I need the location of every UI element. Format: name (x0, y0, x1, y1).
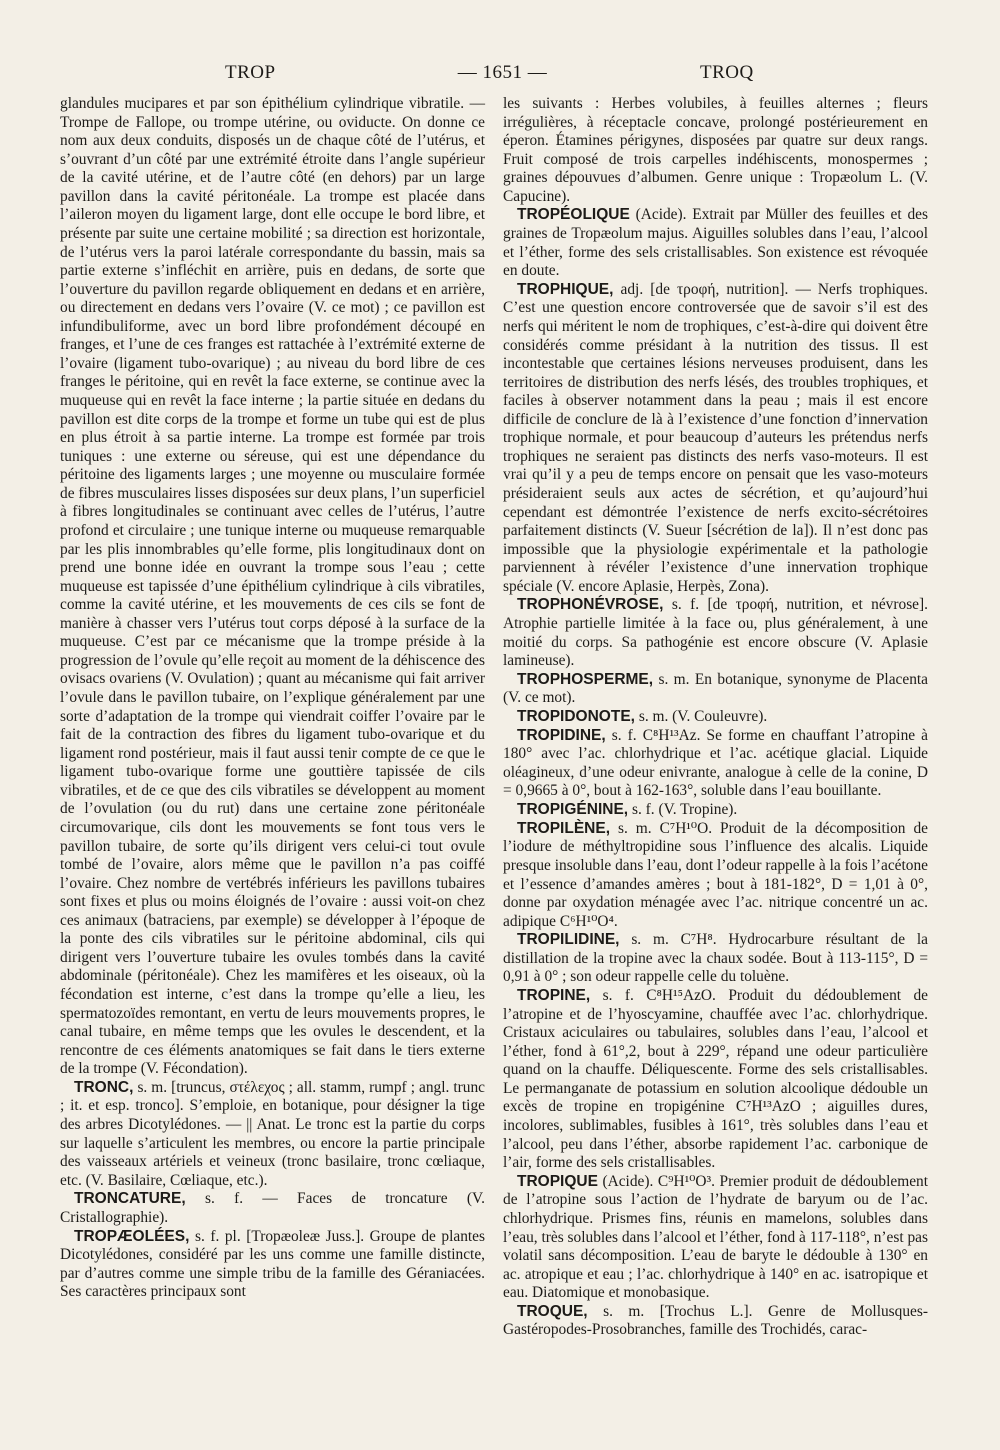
page-number: — 1651 — (457, 62, 548, 83)
entry-text: s. f. C⁸H¹⁵AzO. Produit du dédoublement de l’atropine et de l’hyoscyamine, chauffée avec l’ac. chlorhydrique. Cristaux aciculaires ou tabulaires, solubles dans l’eau, l’alcool et l’éther, fond à 61°,2, bout à 229°, répand une odeur particulière quand on la chauffe. Déliquescente. Forme des sels cristallisables. Le permanganate de potassium en solution alcoolique dédouble un excès de tropine en tropigénine C⁷H¹³AzO ; aiguilles dures, incolores, sublimables, fusibles à 161°, très solubles dans l’eau et l’alcool, peu dans l’éther, absorbe rapidement l’ac. carbonique de l’air, forme des sels cristallisables. (503, 986, 928, 1172)
entry-tropaeolees (60, 1228, 485, 1302)
headword: TRONC, (74, 1078, 134, 1096)
entry-tropique (503, 1173, 928, 1303)
entry-trophosperme (503, 671, 928, 708)
header-right-guide-word: TROQ (700, 62, 754, 83)
entry-text: (Acide). C⁹H¹⁰O³. Premier produit de dédoublement de l’atropine sous l’action de l’hydrate de baryum ou de l’ac. chlorhydrique. Prismes fins, réunis en mamelons, solubles dans l’eau, très solubles dans l’alcool et l’éther, fond à 117-118°, n’est pas volatil sans décomposition. L’eau de baryte le dédouble à 130° en ac. atropique et eau ; l’ac. chlorhydrique à 140° en ac. isatropique et eau. Diatomique et monobasique. (503, 1172, 928, 1302)
entry-text: s. f. — Faces de troncature (V. Cristallographie). (60, 1190, 485, 1226)
entry-text: s. m. (V. Couleuvre). (634, 708, 768, 725)
headword: TROPIDINE, (517, 726, 606, 744)
headword: TROPHIQUE, (517, 280, 614, 298)
entry-tropigenine (503, 801, 928, 820)
header-left-guide-word: TROP (225, 62, 276, 83)
entry-tronc (60, 1079, 485, 1190)
headword: TROPIGÉNINE, (517, 801, 629, 819)
entry-text: s. f. [de τροφή, nutrition, et névrose]. Atrophie partielle limitée à la face ou, plus généralement, à une moitié du corps. Sa pathogénie est encore obscure (V. Aplasie lamineuse). (503, 596, 928, 670)
headword: TROPIDONOTE, (517, 708, 635, 725)
left-column (60, 95, 485, 1302)
entry-tropidine (503, 727, 928, 801)
entry-text: glandules mucipares et par son épithélium cylindrique vibratile. — Trompe de Fallope, ou trompe utérine, ou oviducte. On donne ce nom aux deux conduits, disposés un de chaque côté de l’utérus, et s’ouvrant d’un côté par une extrémité étroite dans l’angle supérieur de la cavité utérine, et de l’autre côté (en dehors) par un large pavillon dans la cavité péritonéale. La trompe est placée dans l’aileron moyen du ligament large, dont elle occupe le bord libre, et présente par suite une certaine mobilité ; sa direction est horizontale, de l’utérus vers la paroi latérale correspondante du bassin, mais sa partie externe s’infléchit en arrière, puis en dedans, de sorte que l’ouverture du pavillon regarde obliquement en dedans et en arrière, ou directement en dedans vers l’ovaire (V. ce mot) ; ce pavillon est infundibuliforme, avec un bord libre profondément découpé en franges, et l’une de ces franges est rattachée à l’extrémité externe de l’ovaire (ligament tubo-ovarique) ; au niveau du bord libre de ces franges le péritoine, qui en revêt la face externe, se continue avec la muqueuse qui en revêt la face interne ; la partie située en dedans du pavillon est dite corps de la trompe et forme un tube qui est de plus en plus étroit à sa partie interne. La trompe est formée par trois tuniques : une externe ou séreuse, qui est une dépendance du péritoine des ligaments larges ; une moyenne ou musculaire formée de fibres musculaires lisses disposées sur deux plans, l’un superficiel à fibres longitudinales se continuant avec celles de l’utérus, l’autre profond et circulaire ; une tunique interne ou muqueuse remarquable par les plis innombrables qu’elle forme, plis longitudinaux dont on prend une bonne idée en ouvrant la trompe sous l’eau ; cette muqueuse est tapissée d’une épithélium cylindrique à cils vibratiles, comme la cavité utérine, et les mouvements de ces cils se font de manière à chasser vers l’utérus tout corps déposé à la surface de la muqueuse. C’est par ce mécanisme que la trompe préside à la progression de l’ovule qu’elle reçoit au moment de la déhiscence des ovisacs ovariens (V. Ovulation) ; quant au mécanisme qui fait arriver l’ovule dans le pavillon tubaire, on l’explique généralement par une sorte d’adaptation de la trompe qui viendrait coiffer l’ovaire par le fait de la contraction des fibres du ligament tubo-ovarique et du ligament rond postérieur, mais il faut aussi tenir compte de ce que le ligament tubo-ovarique forme une gouttière tapissée de cils vibratiles, et de ce que des cils vibratiles se développent au moment de l’ovulation (ou du rut) dans une certaine zone péritonéale circumovarique, cils dont les mouvements se font tous vers le pavillon tubaire, de sorte qu’ils dirigent vers celui-ci tout ovule tombé de l’ovaire, alors même que le pavillon n’a pas coiffé l’ovaire. Chez nombre de vertébrés inférieurs les pavillons tubaires sont fixes et plus ou moins éloignés de l’ovaire : aussi voit-on chez ces animaux (batraciens, par exemple) se développer à l’époque de la ponte des cils vibratiles sur le péritoine abdominal, cils qui dirigent vers l’ouverture tubaire les ovules tombés dans la cavité abdominale (péritonéale). Chez les mamifères et les oiseaux, où la fécondation est interne, c’est dans la trompe qu’elle a lieu, les spermatozoïdes remontant, en vertu de leurs mouvements propres, le canal tubaire, en même temps que les ovules le descendent, et la rencontre de ces éléments anatomiques se fait dans le tiers externe de la trompe (V. Fécondation). (60, 95, 485, 1078)
headword: TROPIQUE (517, 1172, 598, 1190)
entry-tropidonote (503, 708, 928, 727)
headword: TRONCATURE, (74, 1190, 186, 1208)
entry-text: adj. [de τροφή, nutrition]. — Nerfs trophiques. C’est une question encore controversée que de savoir s’il est des nerfs qui méritent le nom de trophiques, c’est-à-dire qui doivent être considérés comme présidant à la nutrition des tissus. Il est incontestable que certaines lésions nerveuses produisent, dans les territoires de distribution des nerfs lésés, des troubles trophiques, et faciles à observer notamment dans la peau ; mais il est encore difficile de conclure de là à l’existence d’une fonction d’innervation trophique normale, et pour beaucoup d’auteurs les prétendus nerfs trophiques ne seraient pas distincts des nerfs vaso-moteurs. Il est vrai qu’il y a peu de temps encore on pensait que les vaso-moteurs présideraient seuls aux actes de sécrétion, et qu’aujourd’hui cependant est démontrée l’existence de nerfs excito-sécrétoires parfaitement distincts (V. Sueur [sécrétion de la]). Il n’est donc pas impossible que la physiologie expérimentale et la pathologie parviennent à révéler l’existence d’une innervation trophique spéciale (V. encore Aplasie, Herpès, Zona). (503, 280, 928, 595)
entry-troque (503, 1303, 928, 1340)
headword: TROPINE, (517, 986, 591, 1004)
headword: TROPHONÉVROSE, (517, 596, 664, 614)
entry-text: s. f. C⁸H¹³Az. Se forme en chauffant l’atropine à 180° avec l’ac. chlorhydrique et l’ac. acétique glacial. Liquide oléagineux, d’une odeur enivrante, analogue à celle de la conine, D = 0,9665 à 0°, bout à 162-163°, soluble dans l’eau bouillante. (503, 726, 928, 800)
entry-text: s. f. (V. Tropine). (628, 801, 738, 819)
headword: TROPÉOLIQUE (517, 206, 630, 224)
entry-tropilidine (503, 931, 928, 987)
headword: TROPÆOLÉES, (74, 1227, 190, 1245)
running-header (60, 58, 945, 88)
entry-text: s. f. pl. [Tropæoleæ Juss.]. Groupe de plantes Dicotylédones, considéré par les uns comme une famille distincte, par d’autres comme une simple tribu de la famille des Géraniacées. Ses caractères principaux sont (60, 1227, 485, 1301)
entry-troncature (60, 1190, 485, 1227)
entry-tropine (503, 987, 928, 1173)
entry-text: (Acide). Extrait par Müller des feuilles et des graines de Tropæolum majus. Aiguilles solubles dans l’eau, l’alcool et l’éther, forme des sels cristallisables. Son existence est révoquée en doute. (503, 206, 928, 280)
entry-tropilene (503, 820, 928, 931)
entry-text: s. m. C⁷H¹⁰O. Produit de la décomposition de l’iodure de méthyltropidine sous l’influence des alcalis. Liquide presque insoluble dans l’eau, dont l’odeur rappelle à la fois l’acétone et l’essence d’amandes amères ; bout à 181-182°, D = 1,01 à 0°, donne par oxydation ménagée avec l’ac. nitrique concentré un ac. adipique C⁶H¹⁰O⁴. (503, 819, 928, 930)
entry-text: s. m. [truncus, στέλεχος ; all. stamm, rumpf ; angl. trunc ; it. et esp. tronco]. S’emploie, en botanique, pour désigner la tige des arbres Dicotylédones. — || Anat. Le tronc est la partie du corps sur laquelle s’articulent les membres, ou encore la partie principale des vaisseaux artériels et veineux (tronc basilaire, tronc cœliaque, etc. (V. Basilaire, Cœliaque, etc.). (60, 1078, 485, 1189)
entry-text: les suivants : Herbes volubiles, à feuilles alternes ; fleurs irrégulières, à réceptacle concave, prolongé postérieurement en éperon. Étamines périgynes, disposées par quatre sur deux rangs. Fruit composé de trois carpelles indéhiscents, monospermes ; graines dépouvues d’albumen. Genre unique : Tropæolum L. (V. Capucine). (503, 95, 928, 205)
entry-tropeolique (503, 206, 928, 280)
entry-text: s. m. C⁷H⁸. Hydrocarbure résultant de la distillation de la tropine avec la chaux sodée. Bout à 113-115°, D = 0,91 à 0° ; son odeur rappelle celle du toluène. (503, 931, 928, 986)
entry-trophique (503, 281, 928, 597)
headword: TROQUE, (517, 1302, 588, 1320)
entry-text: s. m. En botanique, synonyme de Placenta (V. ce mot). (503, 670, 928, 707)
headword: TROPHOSPERME, (517, 670, 654, 688)
entry-trophonevrose (503, 596, 928, 670)
headword: TROPILÈNE, (517, 819, 611, 837)
entry-text: s. m. [Trochus L.]. Genre de Mollusques-Gastéropodes-Prosobranches, famille des Trochidés, carac- (503, 1302, 928, 1339)
headword: TROPILIDINE, (517, 931, 620, 949)
right-column (503, 95, 928, 1340)
